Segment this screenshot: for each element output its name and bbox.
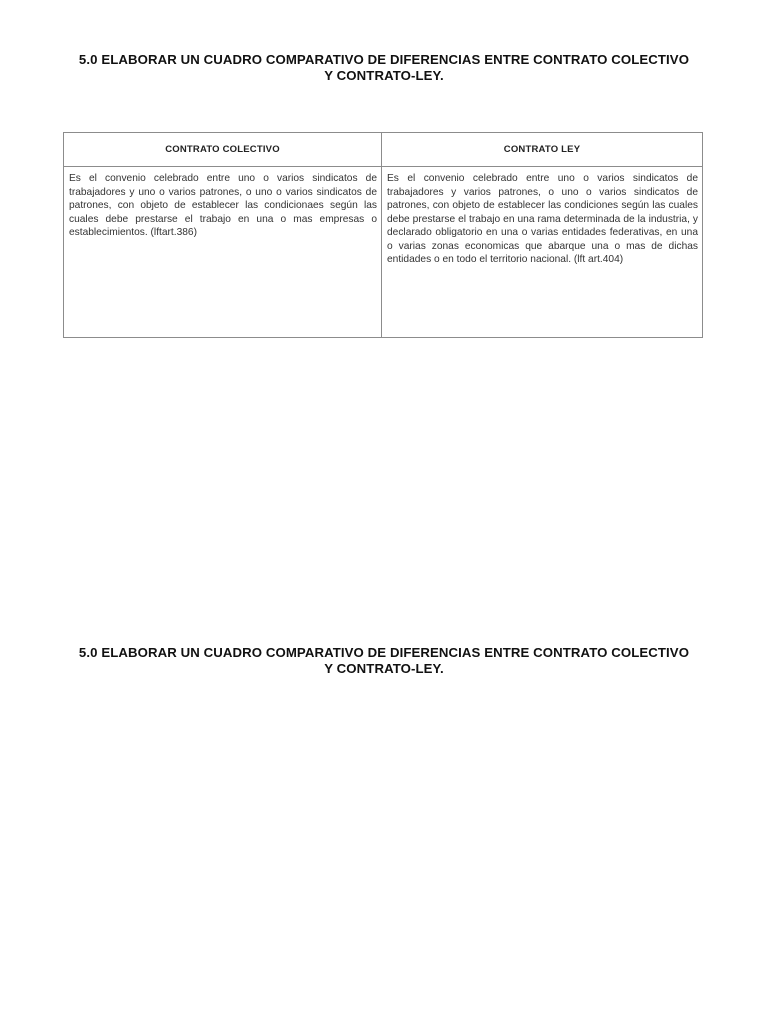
comparison-table: [63, 132, 703, 338]
repeated-page-title: [60, 645, 708, 677]
column-header-contrato-colectivo: CONTRATO COLECTIVO: [64, 133, 382, 167]
repeated-page-title-line-1: 5.0 ELABORAR UN CUADRO COMPARATIVO DE DIFERENCIAS ENTRE CONTRATO COLECTIVO: [78, 645, 690, 660]
page-title-line-2: Y CONTRATO-LEY.: [324, 68, 444, 83]
page-title-line-1: 5.0 ELABORAR UN CUADRO COMPARATIVO DE DIFERENCIAS ENTRE CONTRATO COLECTIVO: [78, 52, 690, 67]
contrato-ley-definition: Es el convenio celebrado entre uno o varios sindicatos de trabajadores y varios patrones, o uno o varios sindicatos de patrones, con objeto de establecer las condiciones según las cuales debe prestarse el trabajo en una rama determinada de la industria, y declarado obligatorio en una o varias entidades federativas, en una o varias zonas economicas que abarque una o mas de dichas entidades o en todo el territorio nacional. (lft art.404): [382, 167, 703, 338]
table-row: [64, 167, 703, 338]
repeated-page-title-line-2: Y CONTRATO-LEY.: [324, 661, 444, 676]
table-header-row: [64, 133, 703, 167]
contrato-colectivo-definition: Es el convenio celebrado entre uno o varios sindicatos de trabajadores y uno o varios patrones, o uno o varios sindicatos de patrones, con objeto de establecer las condicionaes según las cuales debe prestarse el trabajo en una o mas empresas o establecimientos. (lftart.386): [64, 167, 382, 338]
column-header-contrato-ley: CONTRATO LEY: [382, 133, 703, 167]
page-title: [60, 52, 708, 84]
